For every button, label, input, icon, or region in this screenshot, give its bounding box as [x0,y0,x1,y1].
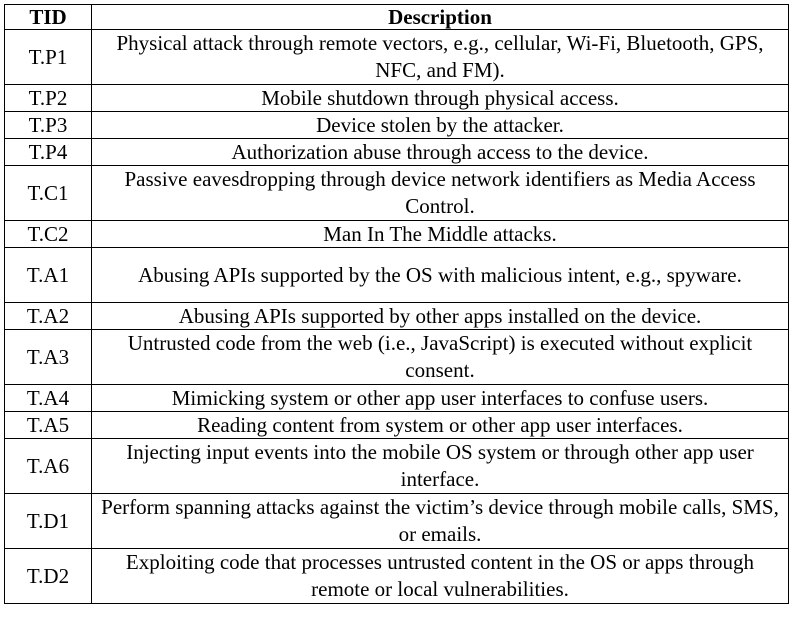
tid-cell: T.A5 [5,412,92,439]
table-row [5,139,789,166]
table-row [5,85,789,112]
table-row [5,221,789,248]
table-row [5,412,789,439]
table-row [5,549,789,604]
tid-cell: T.A1 [5,248,92,303]
tid-cell: T.D2 [5,549,92,604]
column-header-tid: TID [5,5,92,30]
table-row [5,439,789,494]
description-cell: Injecting input events into the mobile OS system or through other app user interface. [92,439,789,494]
description-cell: Abusing APIs supported by the OS with malicious intent, e.g., spyware. [92,248,789,303]
description-cell: Authorization abuse through access to the device. [92,139,789,166]
description-cell: Man In The Middle attacks. [92,221,789,248]
description-cell: Mobile shutdown through physical access. [92,85,789,112]
tid-cell: T.D1 [5,494,92,549]
description-cell: Perform spanning attacks against the victim’s device through mobile calls, SMS, or emails. [92,494,789,549]
tid-cell: T.A6 [5,439,92,494]
description-cell: Physical attack through remote vectors, e.g., cellular, Wi-Fi, Bluetooth, GPS, NFC, and FM). [92,30,789,85]
tid-cell: T.P4 [5,139,92,166]
description-cell: Passive eavesdropping through device network identifiers as Media Access Control. [92,166,789,221]
tid-cell: T.A4 [5,385,92,412]
table-row [5,494,789,549]
description-cell: Untrusted code from the web (i.e., JavaScript) is executed without explicit consent. [92,330,789,385]
table-row [5,166,789,221]
table-row [5,112,789,139]
table-row [5,303,789,330]
header-row [5,5,789,30]
tid-cell: T.A2 [5,303,92,330]
table-row [5,30,789,85]
description-cell: Exploiting code that processes untrusted content in the OS or apps through remote or local vulnerabilities. [92,549,789,604]
column-header-description: Description [92,5,789,30]
description-cell: Reading content from system or other app user interfaces. [92,412,789,439]
description-cell: Mimicking system or other app user interfaces to confuse users. [92,385,789,412]
tid-cell: T.P2 [5,85,92,112]
table-row [5,248,789,303]
tid-cell: T.C1 [5,166,92,221]
description-cell: Abusing APIs supported by other apps installed on the device. [92,303,789,330]
tid-cell: T.P1 [5,30,92,85]
table-row [5,385,789,412]
tid-cell: T.A3 [5,330,92,385]
tid-cell: T.C2 [5,221,92,248]
description-cell: Device stolen by the attacker. [92,112,789,139]
tid-cell: T.P3 [5,112,92,139]
table-row [5,330,789,385]
threat-table [4,4,789,604]
